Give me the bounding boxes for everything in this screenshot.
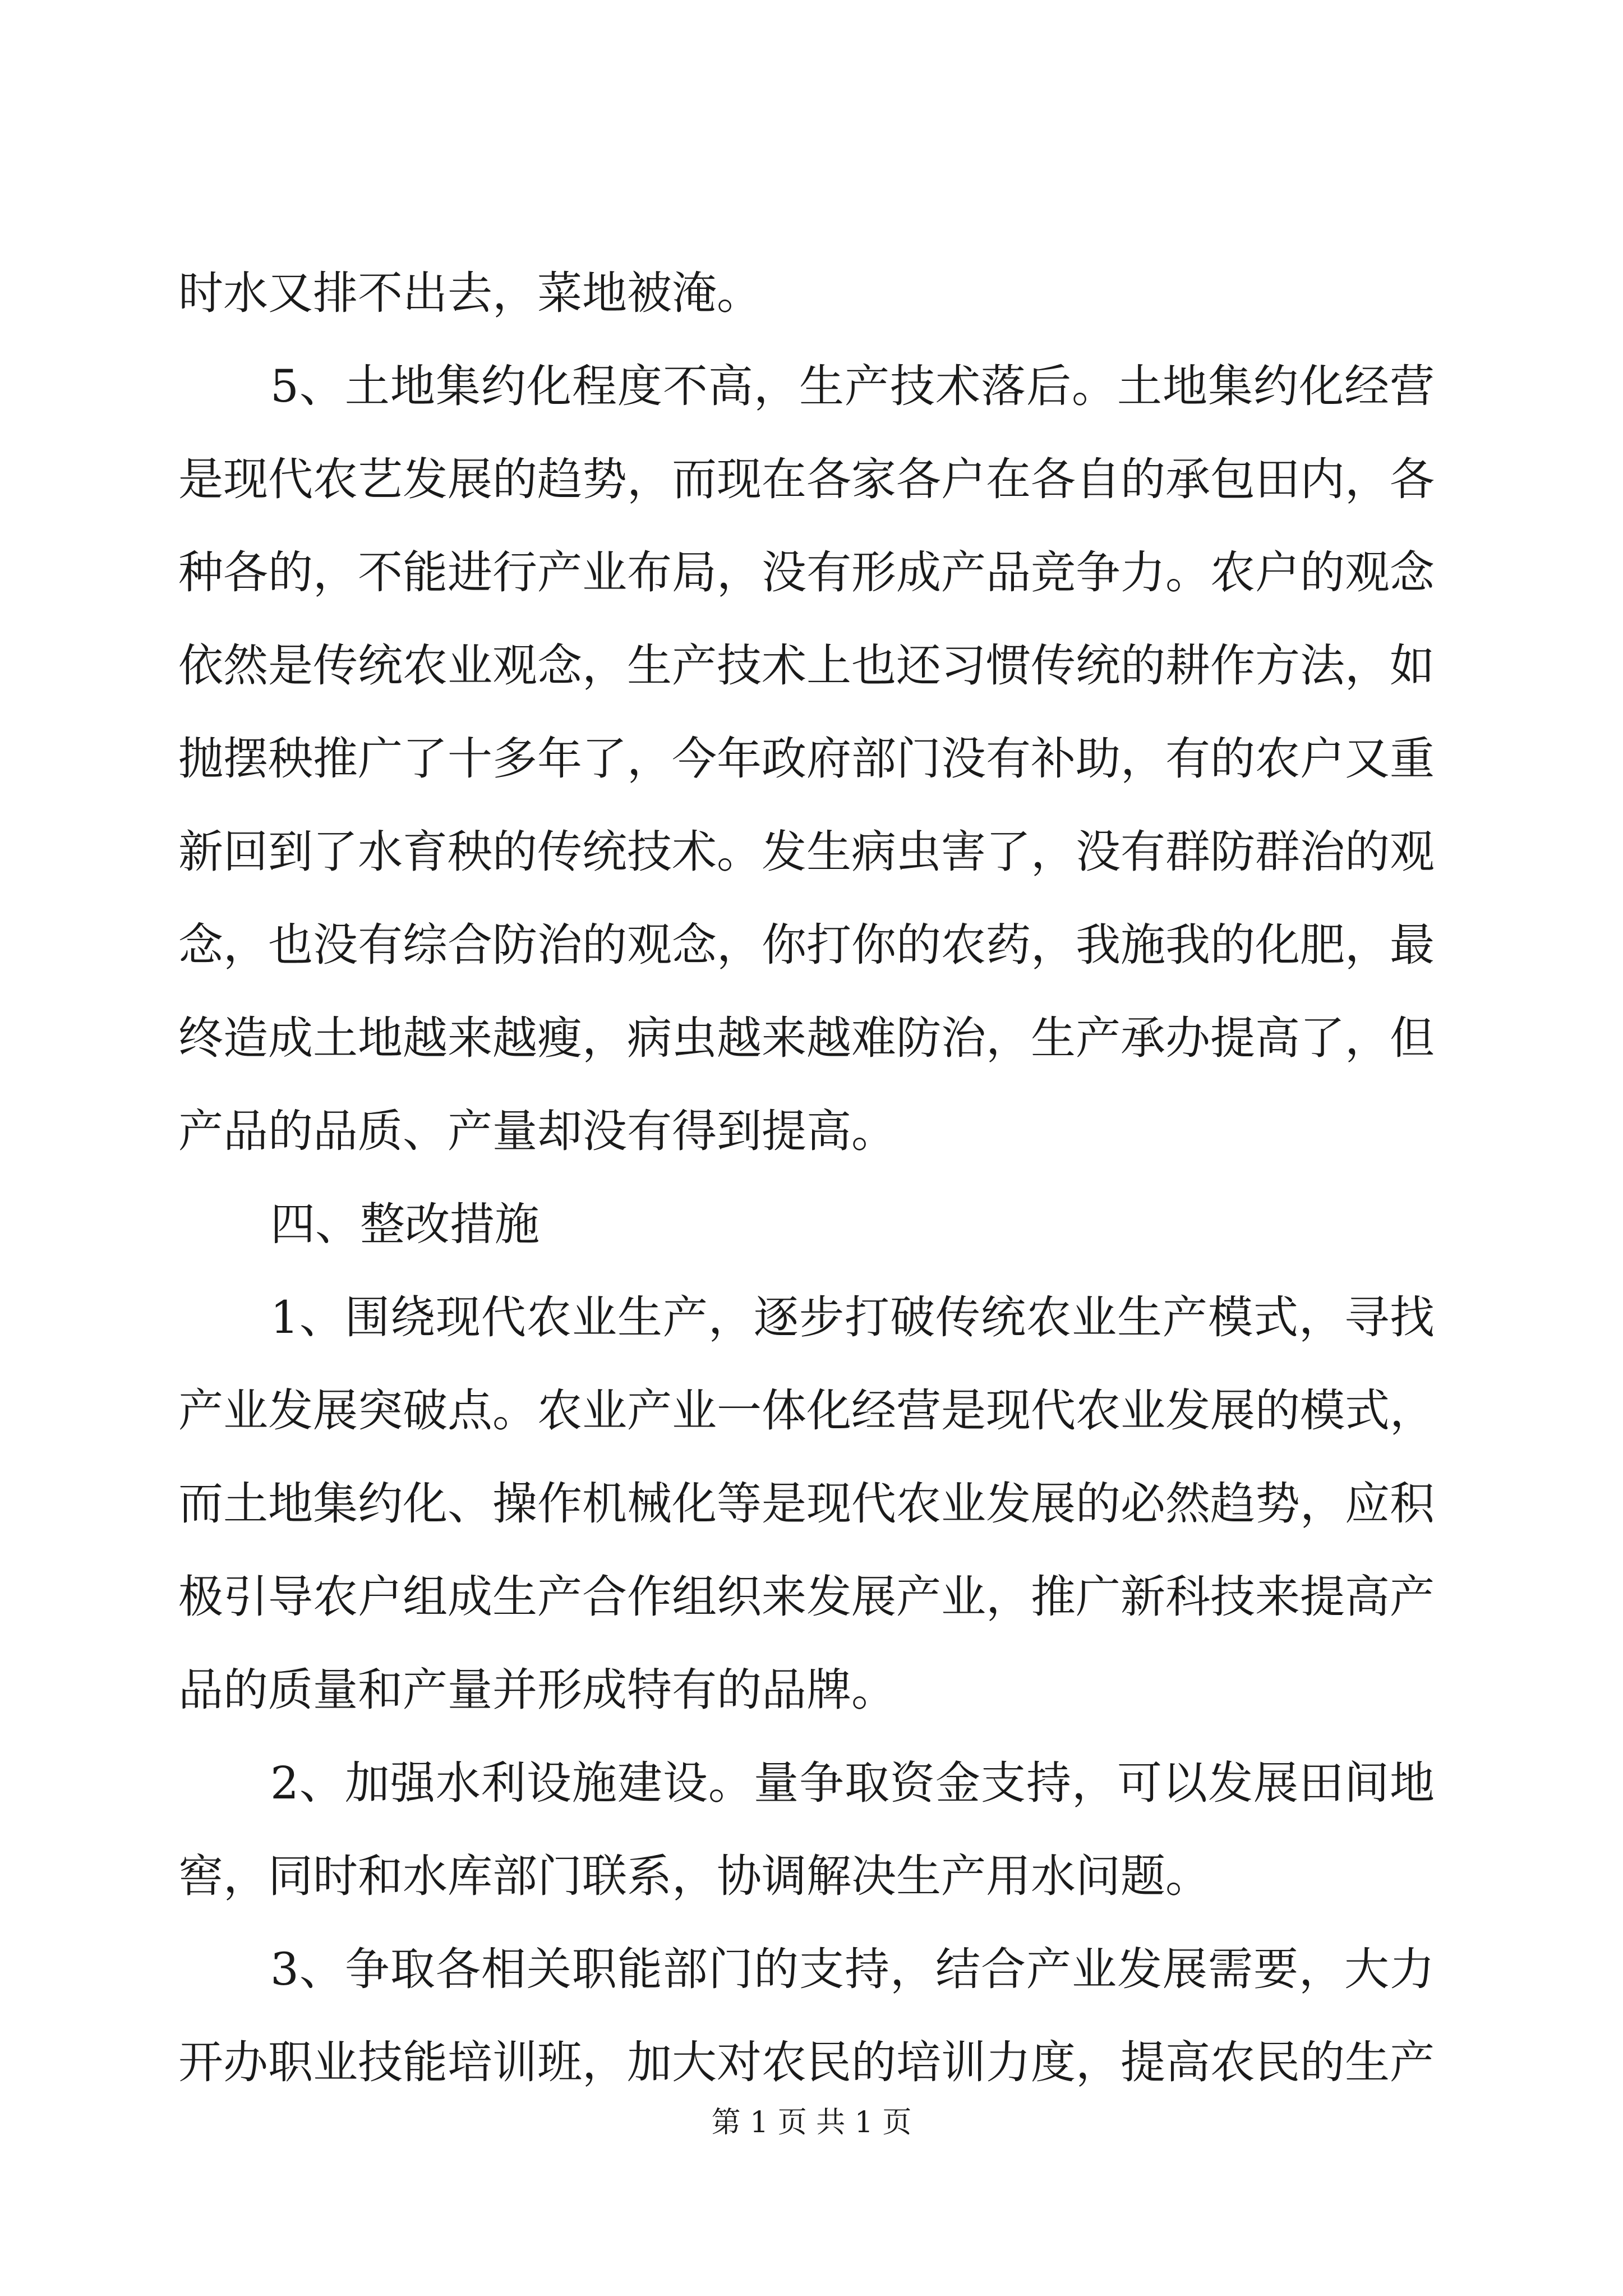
text-line: 开办职业技能培训班，加大对农民的培训力度，提高农民的生产 [178, 2036, 1435, 2088]
section-heading: 四、整改措施 [270, 1198, 540, 1250]
text-line: 1、围绕现代农业生产，逐步打破传统农业生产模式，寻找 [270, 1291, 1435, 1343]
text-line: 极引导农户组成生产合作组织来发展产业，推广新科技来提高产 [178, 1571, 1435, 1623]
text-line: 3、争取各相关职能部门的支持，结合产业发展需要，大力 [270, 1943, 1435, 1995]
text-line: 产品的品质、产量却没有得到提高。 [178, 1105, 896, 1157]
page-number-label: 第 1 页 共 1 页 [711, 2106, 912, 2139]
text-line: 5、土地集约化程度不高，生产技术落后。土地集约化经营 [270, 360, 1435, 412]
text-line: 新回到了水育秧的传统技术。发生病虫害了，没有群防群治的观 [178, 826, 1435, 878]
text-line: 种各的，不能进行产业布局，没有形成产品竞争力。农户的观念 [178, 546, 1435, 599]
text-line: 是现代农艺发展的趋势，而现在各家各户在各自的承包田内，各 [178, 453, 1435, 505]
page-footer [0, 2100, 1623, 2145]
text-line: 产业发展突破点。农业产业一体化经营是现代农业发展的模式， [178, 1384, 1435, 1437]
text-line: 抛摆秧推广了十多年了，今年政府部门没有补助，有的农户又重 [178, 733, 1435, 785]
text-line: 依然是传统农业观念，生产技术上也还习惯传统的耕作方法，如 [178, 639, 1435, 692]
text-line: 窖，同时和水库部门联系，协调解决生产用水问题。 [178, 1850, 1210, 1902]
text-line: 时水又排不出去，菜地被淹。 [178, 267, 762, 319]
text-line: 而土地集约化、操作机械化等是现代农业发展的必然趋势，应积 [178, 1478, 1435, 1530]
text-line: 终造成土地越来越瘦，病虫越来越难防治，生产承办提高了，但 [178, 1012, 1435, 1064]
body-text [178, 247, 1435, 2109]
text-line: 品的质量和产量并形成特有的品牌。 [178, 1664, 896, 1716]
text-line: 2、加强水利设施建设。量争取资金支持，可以发展田间地 [270, 1757, 1435, 1809]
text-line: 念，也没有综合防治的观念，你打你的农药，我施我的化肥，最 [178, 919, 1435, 971]
